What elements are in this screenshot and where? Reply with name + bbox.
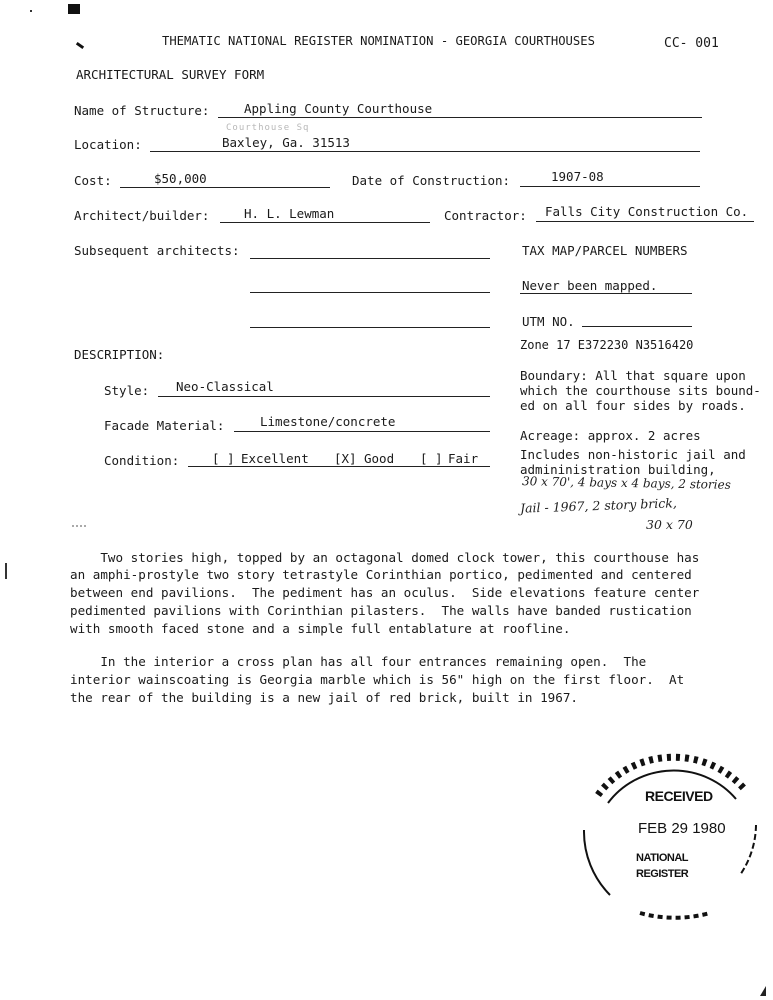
- condition-excellent-box: [ ]: [212, 451, 235, 466]
- location-label: Location:: [74, 137, 142, 152]
- utm-underline: [582, 326, 692, 327]
- condition-good-box: [X]: [334, 451, 357, 466]
- contractor-value: Falls City Construction Co.: [545, 204, 749, 219]
- condition-label: Condition:: [104, 453, 180, 468]
- tax-map-value: Never been mapped.: [522, 278, 658, 293]
- subsequent-underline-1: [250, 258, 490, 259]
- condition-fair-label: Fair: [448, 451, 479, 466]
- condition-excellent-label: Excellent: [241, 451, 309, 466]
- location-value: Baxley, Ga. 31513: [222, 135, 350, 150]
- facade-value: Limestone/concrete: [260, 414, 396, 429]
- boundary-line-1: Boundary: All that square upon: [520, 368, 746, 383]
- tax-map-underline: [520, 293, 692, 294]
- subsequent-underline-3: [250, 327, 490, 328]
- handwritten-line-2: Jail - 1967, 2 story brick,: [519, 495, 678, 516]
- tax-map-heading: TAX MAP/PARCEL NUMBERS: [522, 243, 688, 258]
- cost-value: $50,000: [154, 171, 207, 186]
- style-underline: [158, 396, 490, 397]
- condition-underline: [188, 466, 490, 467]
- contractor-label: Contractor:: [444, 208, 527, 223]
- utm-label: UTM NO.: [522, 314, 575, 329]
- architect-label: Architect/builder:: [74, 208, 210, 223]
- subsequent-label: Subsequent architects:: [74, 243, 240, 258]
- architect-underline: [220, 222, 430, 223]
- scan-mark-dash: [76, 42, 84, 49]
- name-value: Appling County Courthouse: [244, 101, 433, 116]
- cost-label: Cost:: [74, 173, 112, 188]
- style-label: Style:: [104, 383, 150, 398]
- stamp-line-national: NATIONAL: [636, 852, 689, 864]
- document-code: CC- 001: [664, 36, 719, 51]
- received-stamp: [570, 735, 770, 925]
- body-paragraph-2-line-1: In the interior a cross plan has all four entrances remaining open. The: [70, 654, 647, 669]
- date-label: Date of Construction:: [352, 173, 511, 188]
- location-underline: [150, 151, 700, 152]
- scan-mark-dot: [30, 10, 32, 12]
- stamp-received: RECEIVED: [645, 788, 713, 804]
- boundary-line-3: ed on all four sides by roads.: [520, 398, 746, 413]
- handwritten-line-3: 30 x 70: [646, 517, 693, 532]
- condition-good-label: Good: [364, 451, 395, 466]
- document-title: THEMATIC NATIONAL REGISTER NOMINATION - GEORGIA COURTHOUSES: [162, 34, 595, 48]
- facade-underline: [234, 431, 490, 432]
- scan-mark-left: [5, 563, 7, 579]
- utm-value: Zone 17 E372230 N3516420: [520, 338, 694, 352]
- body-paragraph-1-line-5: with smooth faced stone and a simple full entablature at roofline.: [70, 621, 571, 636]
- contractor-underline: [536, 221, 754, 222]
- style-value: Neo-Classical: [176, 379, 274, 394]
- location-faint: Courthouse Sq: [226, 123, 310, 133]
- body-paragraph-1-line-4: pedimented pavilions with Corinthian pilasters. The walls have banded rustication: [70, 603, 692, 618]
- form-title: ARCHITECTURAL SURVEY FORM: [76, 67, 265, 82]
- includes-line-1: Includes non-historic jail and: [520, 447, 746, 462]
- cost-underline: [120, 187, 330, 188]
- body-paragraph-1-line-2: an amphi-prostyle two story tetrastyle Corinthian portico, pedimented and centered: [70, 567, 692, 582]
- body-paragraph-2-line-3: the rear of the building is a new jail of red brick, built in 1967.: [70, 690, 578, 705]
- acreage: Acreage: approx. 2 acres: [520, 428, 701, 443]
- scan-mark-corner: [760, 986, 766, 996]
- scan-dots: [72, 525, 86, 527]
- stamp-date: FEB 29 1980: [638, 820, 726, 837]
- date-underline: [520, 186, 700, 187]
- name-label: Name of Structure:: [74, 103, 210, 118]
- description-heading: DESCRIPTION:: [74, 347, 165, 362]
- handwritten-line-1: 30 x 70', 4 bays x 4 bays, 2 stories: [521, 474, 731, 492]
- stamp-line-register: REGISTER: [636, 868, 689, 880]
- body-paragraph-1-line-3: between end pavilions. The pediment has an oculus. Side elevations feature center: [70, 585, 700, 600]
- subsequent-underline-2: [250, 292, 490, 293]
- condition-fair-box: [ ]: [420, 451, 443, 466]
- architect-value: H. L. Lewman: [244, 206, 335, 221]
- facade-label: Facade Material:: [104, 418, 225, 433]
- includes-line-2: admininistration building,: [520, 462, 716, 477]
- name-underline: [218, 117, 702, 118]
- body-paragraph-2-line-2: interior wainscoating is Georgia marble which is 56" high on the first floor. At: [70, 672, 685, 687]
- boundary-line-2: which the courthouse sits bound-: [520, 383, 761, 398]
- scan-mark-top: [68, 4, 80, 14]
- body-paragraph-1-line-1: Two stories high, topped by an octagonal domed clock tower, this courthouse has: [70, 550, 700, 565]
- date-value: 1907-08: [551, 169, 604, 184]
